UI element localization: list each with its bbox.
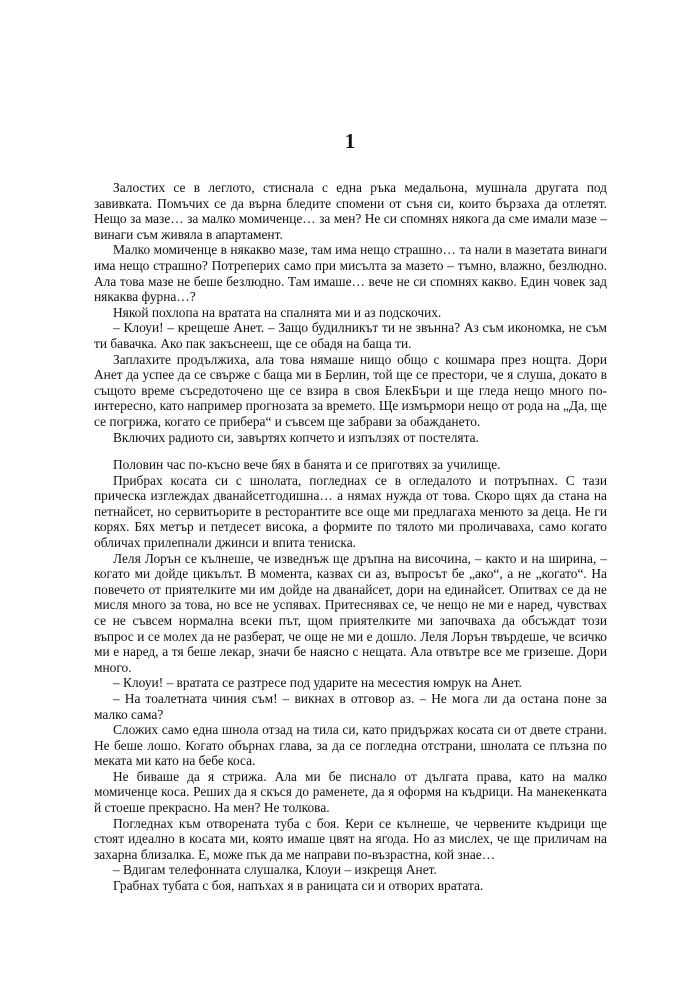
paragraph: Заплахите продължиха, ала това нямаше нищо общо с кошмара през нощта. Дори Анет да успее да се свърже с баща ми в Берлин, той ще се престори, че я слуша, докато в същото време съсредоточено ще се взира в своя БлекБъри и ще гледа нещо много по-интересно, като например прогнозата за времето. Ще измърмори нещо от рода на „Да, ще се погрижа, когато се прибера“ и съвсем ще забрави за обаждането.: [94, 351, 607, 429]
paragraph: – На тоалетната чиния съм! – викнах в отговор аз. – Не мога ли да остана поне за малко сама?: [94, 690, 607, 722]
paragraph: Леля Лорън се кълнеше, че изведнъж ще дръпна на височина, – както и на ширина, – когато ми дойде цикълът. В момента, казвах си аз, въпросът бе „ако“, а не „когато“. На повечето от приятелките ми им дойде на дванайсет, дори на единайсет. Опитвах се да не мисля много за това, но все не успявах. Притеснявах се, че нещо не ми е наред, чувствах се не съвсем нормална всеки път, щом приятелките ми започваха да обсъждат този въпрос и се молех да не разберат, че още не ми е дошло. Леля Лорън твърдеше, че всичко ми е наред, а тя беше лекар, значи бе наясно с нещата. Ала отвътре все ме гризеше. Дори много.: [94, 550, 607, 675]
paragraph: Грабнах тубата с боя, напъхах я в раницата си и отворих вратата.: [113, 878, 484, 894]
paragraph: Някой похлопа на вратата на спалнята ми и аз подскочих.: [113, 304, 442, 320]
chapter-number: 1: [344, 129, 356, 153]
paragraph: Сложих само една шнола отзад на тила си, като придържах косата си от двете страни. Не беше лошо. Когато обърнах глава, за да се погледна отстрани, шнолата се плъзна по меката ми като на бебе коса.: [94, 722, 607, 769]
paragraph: – Вдигам телефонната слушалка, Клоуи – изкрещя Анет.: [113, 862, 437, 878]
paragraph: – Клоуи! – вратата се разтресе под ударите на месестия юмрук на Анет.: [113, 675, 522, 691]
paragraph: Малко момиченце в някакво мазе, там има нещо страшно… та нали в мазетата винаги има нещо страшно? Потреперих само при мисълта за мазето – тъмно, влажно, безлюдно. Ала това мазе не беше безлюдно. Там имаше… вече не си спомнях какво. Един човек зад някаква фурна…?: [94, 242, 607, 305]
paragraph: Погледнах към отворената туба с боя. Кери се кълнеше, че червените къдрици ще стоят идеално в косата ми, която имаше цвят на ягода. Но аз мислех, че ще приличам на захарна близалка. Е, може пък да ме направи по-възрастна, кой знае…: [94, 815, 607, 862]
section-one: [94, 180, 607, 445]
paragraph: Половин час по-късно вече бях в банята и се приготвях за училище.: [113, 457, 501, 472]
paragraph: Не биваше да я стрижа. Ала ми бе писнало от дългата права, като на малко момиченце коса. Реших да я скъся до раменете, да я оформя на къдрици. На манекенката й стоеше прекрасно. На мен? Не толкова.: [94, 768, 607, 816]
paragraph: Включих радиото си, завъртях копчето и изпълзях от постелята.: [113, 429, 479, 445]
paragraph: Залостих се в леглото, стиснала с една ръка медальона, мушнала другата под завивката. Помъчих се да върна бледите спомени от съня си, които бързаха да отлетят. Нещо за мазе… за малко момиченце… за мен? Не си спомнях някога да сме имали мазе – винаги съм живяла в апартамент.: [94, 180, 607, 242]
paragraph: Прибрах косата си с шнолата, погледнах се в огледалото и потръпнах. С тази прическа изглеждах дванайсетгодишна… а нямах нужда от това. Скоро щях да стана на петнайсет, но сервитьорите в ресторантите все още ми предлагаха менюто за деца. Не ги корях. Бях метър и петдесет висока, а формите по тялото ми проличаваха, само когато обличах прилепнали джинси и впита тениска.: [94, 472, 607, 550]
section-two: [94, 457, 607, 894]
paragraph: – Клоуи! – крещеше Анет. – Защо будилникът ти не звънна? Аз съм икономка, не съм ти бавачка. Ако пак закъснееш, ще се обадя на баща ти.: [94, 320, 607, 351]
